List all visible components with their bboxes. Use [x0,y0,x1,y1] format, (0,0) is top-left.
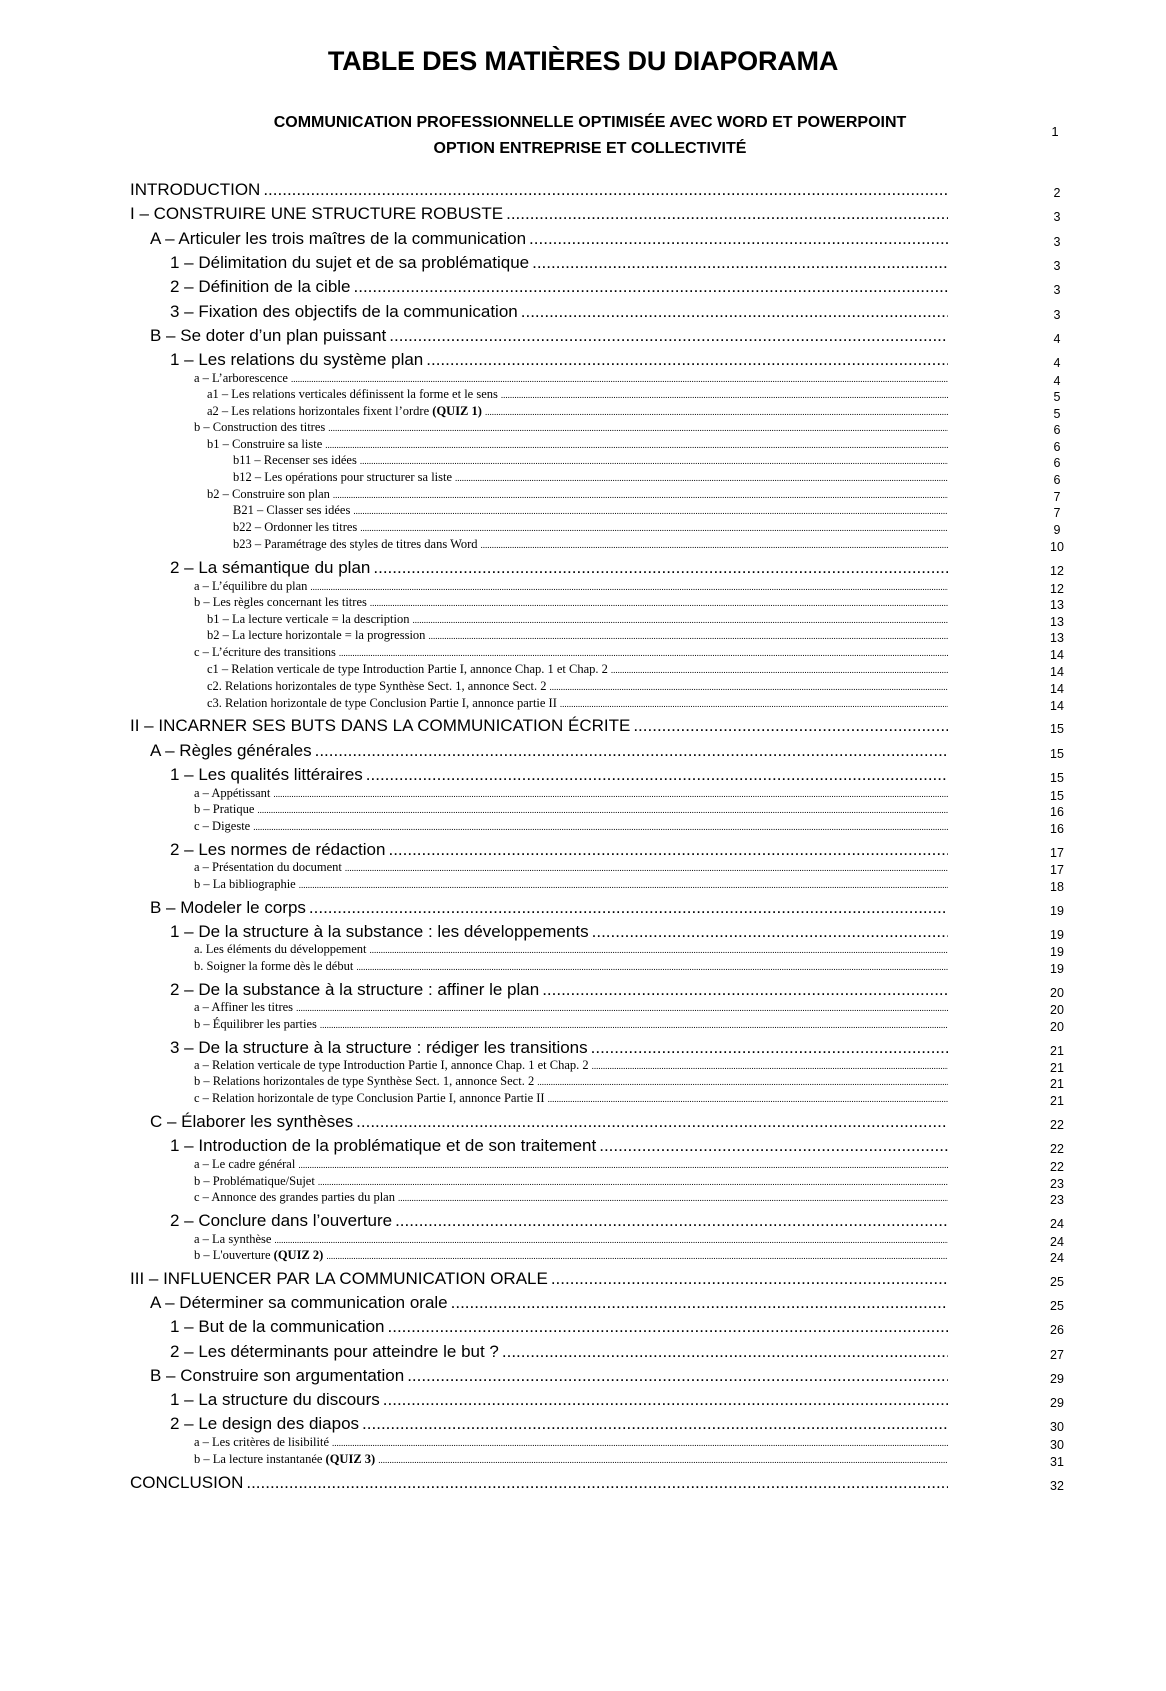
toc-page-number: 14 [1050,682,1064,696]
toc-entry[interactable] [170,1414,948,1434]
toc-entry[interactable] [150,1293,948,1313]
dot-leader [326,1251,948,1261]
toc-entry[interactable] [194,860,948,875]
toc-entry-title: b11 – Recenser ses idées [233,453,357,467]
toc-entry-title: b – La bibliographie [194,877,296,891]
dot-leader [370,598,948,608]
toc-entry[interactable] [130,180,948,200]
toc-entry[interactable] [194,1000,948,1015]
document-subtitle-line-1: COMMUNICATION PROFESSIONNELLE OPTIMISÉE AVEC WORD ET POWERPOINT [273,114,907,131]
dot-leader [360,456,948,466]
toc-entry-title: 2 – Le design des diapos [170,1414,360,1433]
toc-entry[interactable] [194,1190,948,1205]
toc-page-number: 9 [1053,523,1061,537]
toc-entry[interactable] [207,404,948,419]
toc-entry-title: 1 – But de la communication [170,1317,385,1336]
dot-leader [550,682,949,692]
toc-entry-title: c1 – Relation verticale de type Introduction Partie I, annonce Chap. 1 et Chap. 2 [207,662,608,676]
toc-page-number: 7 [1053,490,1061,504]
dot-leader [378,1455,948,1465]
toc-page-number: 21 [1050,1077,1064,1091]
toc-page-number: 16 [1050,805,1064,819]
toc-entry-title: 2 – Les déterminants pour atteindre le but ? [170,1342,499,1361]
toc-page-number: 21 [1050,1044,1064,1058]
toc-page-number: 19 [1050,928,1064,942]
toc-entry[interactable] [194,819,948,834]
toc-page-number: 30 [1050,1438,1064,1452]
toc-page-number: 2 [1053,186,1061,200]
dot-leader [360,523,948,533]
document-subtitle-line-2: OPTION ENTREPRISE ET COLLECTIVITÉ [433,140,747,157]
toc-entry[interactable] [194,1074,948,1089]
dot-leader [633,716,948,736]
toc-entry-title: a – Le cadre général [194,1157,296,1171]
toc-page-number: 3 [1053,308,1061,322]
dot-leader [315,741,948,761]
toc-entry-title: 2 – Les normes de rédaction [170,840,386,859]
toc-entry-title: b – Problématique/Sujet [194,1174,315,1188]
toc-entry[interactable] [194,579,948,594]
toc-entry-title: 3 – De la structure à la structure : rédiger les transitions [170,1038,588,1057]
toc-entry-title: b – La lecture instantanée (QUIZ 3) [194,1452,376,1466]
toc-entry[interactable] [233,537,948,552]
toc-page-number: 6 [1053,423,1061,437]
dot-leader [592,1061,948,1071]
dot-leader [455,473,948,483]
toc-entry-title: a – Présentation du document [194,860,342,874]
toc-entry[interactable] [194,1232,948,1247]
toc-entry-title: b22 – Ordonner les titres [233,520,358,534]
dot-leader [481,540,948,550]
toc-entry[interactable] [170,1211,948,1231]
dot-leader [309,898,948,918]
toc-entry-title: B – Se doter d’un plan puissant [150,326,387,345]
toc-page-number: 14 [1050,648,1064,662]
toc-page-number: 30 [1050,1420,1064,1434]
dot-leader [611,665,948,675]
dot-leader [388,1317,948,1337]
toc-entry-title: 2 – De la substance à la structure : affiner le plan [170,980,540,999]
toc-entry-title: 1 – De la structure à la substance : les développements [170,922,589,941]
toc-entry[interactable] [150,741,948,761]
dot-leader [521,302,948,322]
toc-page-number: 20 [1050,1020,1064,1034]
toc-page-number: 3 [1053,283,1061,297]
toc-entry[interactable] [207,612,948,627]
dot-leader [383,1390,948,1410]
dot-leader [362,1414,948,1434]
dot-leader [353,506,948,516]
toc-entry[interactable] [170,1038,948,1058]
dot-leader [273,789,948,799]
toc-entry[interactable] [150,229,948,249]
toc-entry-title: c – Annonce des grandes parties du plan [194,1190,395,1204]
toc-page-number: 16 [1050,822,1064,836]
toc-entry[interactable] [150,1112,948,1132]
toc-entry-title: c – Relation horizontale de type Conclusion Partie I, annonce Partie II [194,1091,545,1105]
toc-page-number: 32 [1050,1479,1064,1493]
toc-entry[interactable] [194,1248,948,1263]
dot-leader [428,631,948,641]
toc-entry-title: b – Relations horizontales de type Synthèse Sect. 1, annonce Sect. 2 [194,1074,535,1088]
dot-leader [537,1077,948,1087]
quiz-marker: (QUIZ 1) [429,404,482,418]
dot-leader [542,980,948,1000]
dot-leader [485,407,948,417]
toc-entry-title: c – L’écriture des transitions [194,645,336,659]
toc-entry-title: a – La synthèse [194,1232,272,1246]
toc-entry-title: b12 – Les opérations pour structurer sa liste [233,470,453,484]
toc-entry[interactable] [194,959,948,974]
toc-entry-title: B – Modeler le corps [150,898,306,917]
toc-page-number: 12 [1050,582,1064,596]
toc-entry-title: B – Construire son argumentation [150,1366,405,1385]
dot-leader [339,648,948,658]
toc-entry[interactable] [170,922,948,942]
toc-entry[interactable] [194,595,948,610]
toc-page-number: 20 [1050,1003,1064,1017]
dot-leader [370,945,948,955]
toc-entry[interactable] [233,520,948,535]
toc-entry[interactable] [194,942,948,957]
toc-page-number: 3 [1053,210,1061,224]
toc-entry-title: 2 – Conclure dans l’ouverture [170,1211,393,1230]
toc-page-number: 10 [1050,540,1064,554]
toc-page-number: 18 [1050,880,1064,894]
toc-entry-title: I – CONSTRUIRE UNE STRUCTURE ROBUSTE [130,204,504,223]
toc-page-number: 19 [1050,962,1064,976]
toc-entry[interactable] [194,802,948,817]
dot-leader [501,390,948,400]
toc-page-number: 4 [1053,374,1061,388]
toc-entry[interactable] [170,253,948,273]
toc-entry[interactable] [170,1317,948,1337]
toc-entry[interactable] [170,1390,948,1410]
dot-leader [373,558,948,578]
toc-entry-title: 1 – Les qualités littéraires [170,765,363,784]
dot-leader [320,1020,948,1030]
toc-entry[interactable] [207,628,948,643]
toc-page-number: 21 [1050,1094,1064,1108]
dot-leader [246,1473,948,1493]
toc-entry[interactable] [150,326,948,346]
toc-entry-title: 2 – Définition de la cible [170,277,351,296]
toc-entry-title: a – L’arborescence [194,371,288,385]
toc-page-number: 21 [1050,1061,1064,1075]
dot-leader [426,350,948,370]
toc-page-number: 20 [1050,986,1064,1000]
toc-entry[interactable] [194,877,948,892]
toc-entry[interactable] [130,1473,948,1493]
quiz-marker: (QUIZ 2) [273,1248,324,1262]
toc-page-number: 6 [1053,473,1061,487]
dot-leader [551,1269,948,1289]
toc-page-number: 14 [1050,665,1064,679]
toc-entry[interactable] [170,350,948,370]
toc-entry-title: b2 – Construire son plan [207,487,330,501]
toc-entry-title: 1 – Les relations du système plan [170,350,424,369]
toc-entry-title: 1 – Introduction de la problématique et de son traitement [170,1136,597,1155]
toc-entry-title: CONCLUSION [130,1473,244,1492]
dot-leader [356,1112,948,1132]
toc-page-number: 29 [1050,1372,1064,1386]
toc-page-number: 3 [1053,259,1061,273]
toc-entry[interactable] [233,453,948,468]
toc-entry[interactable] [194,1091,948,1106]
dot-leader [529,229,948,249]
toc-entry-title: 1 – Délimitation du sujet et de sa problématique [170,253,530,272]
toc-entry-title: A – Règles générales [150,741,312,760]
dot-leader [354,277,948,297]
dot-leader [296,1003,948,1013]
toc-entry[interactable] [194,371,948,386]
toc-page-number: 5 [1053,407,1061,421]
dot-leader [591,1038,948,1058]
toc-entry[interactable] [150,898,948,918]
dot-leader [395,1211,948,1231]
toc-entry-title: A – Déterminer sa communication orale [150,1293,448,1312]
toc-entry[interactable] [130,204,948,224]
dot-leader [532,253,948,273]
toc-entry[interactable] [233,503,948,518]
dot-leader [412,615,948,625]
toc-page-number: 22 [1050,1142,1064,1156]
toc-entry[interactable] [207,487,948,502]
toc-entry-title: c – Digeste [194,819,251,833]
toc-page-number: 6 [1053,456,1061,470]
toc-entry[interactable] [170,558,948,578]
toc-page-number: 23 [1050,1177,1064,1191]
toc-entry-title: b – Pratique [194,802,255,816]
toc-entry-title: a – Relation verticale de type Introduction Partie I, annonce Chap. 1 et Chap. 2 [194,1058,589,1072]
toc-entry[interactable] [207,387,948,402]
toc-entry-title: b1 – Construire sa liste [207,437,323,451]
toc-entry[interactable] [194,1452,948,1467]
toc-entry-title: a – Les critères de lisibilité [194,1435,330,1449]
toc-page-number: 25 [1050,1275,1064,1289]
toc-entry[interactable] [150,1366,948,1386]
dot-leader [388,840,948,860]
toc-entry-title: 3 – Fixation des objectifs de la communication [170,302,518,321]
toc-page-number: 31 [1050,1455,1064,1469]
toc-entry[interactable] [207,696,948,711]
toc-page-number: 23 [1050,1193,1064,1207]
toc-page-number: 19 [1050,904,1064,918]
dot-leader [506,204,948,224]
toc-entry[interactable] [194,786,948,801]
toc-entry-title: b1 – La lecture verticale = la description [207,612,410,626]
toc-entry[interactable] [170,302,948,322]
dot-leader [263,180,948,200]
dot-leader [451,1293,948,1313]
toc-entry-title: c2. Relations horizontales de type Synthèse Sect. 1, annonce Sect. 2 [207,679,547,693]
toc-page-number: 27 [1050,1348,1064,1362]
toc-entry-title: b. Soigner la forme dès le début [194,959,354,973]
toc-entry[interactable] [194,1017,948,1032]
toc-page-number: 15 [1050,771,1064,785]
toc-entry[interactable] [170,1342,948,1362]
dot-leader [560,699,948,709]
toc-entry-title: INTRODUCTION [130,180,261,199]
toc-entry[interactable] [170,277,948,297]
toc-page-number: 13 [1050,598,1064,612]
toc-entry-title: a1 – Les relations verticales définissent la forme et le sens [207,387,498,401]
toc-entry-title: a – L’équilibre du plan [194,579,308,593]
toc-entry[interactable] [194,1435,948,1450]
toc-page-number: 24 [1050,1251,1064,1265]
toc-entry[interactable] [194,1174,948,1189]
toc-entry[interactable] [194,645,948,660]
toc-entry[interactable] [170,980,948,1000]
toc-entry-title: b – Construction des titres [194,420,326,434]
toc-entry[interactable] [194,1157,948,1172]
dot-leader [274,1235,948,1245]
toc-entry[interactable] [207,679,948,694]
toc-page-number: 25 [1050,1299,1064,1313]
document-title: TABLE DES MATIÈRES DU DIAPORAMA [327,46,839,76]
dot-leader [398,1193,948,1203]
dot-leader [345,863,948,873]
dot-leader [366,765,948,785]
toc-entry[interactable] [170,840,948,860]
toc-page-number: 4 [1053,356,1061,370]
dot-leader [257,805,948,815]
toc-entry-title: a. Les éléments du développement [194,942,367,956]
toc-entry-title: b – Les règles concernant les titres [194,595,367,609]
toc-entry[interactable] [194,1058,948,1073]
toc-entry-title: B21 – Classer ses idées [233,503,351,517]
dot-leader [333,490,948,500]
dot-leader [253,822,948,832]
dot-leader [310,582,948,592]
toc-page-number: 19 [1050,945,1064,959]
toc-entry-title: III – INFLUENCER PAR LA COMMUNICATION ORALE [130,1269,548,1288]
toc-entry[interactable] [207,662,948,677]
subtitle-page-number: 1 [1051,124,1059,139]
toc-page-number: 4 [1053,332,1061,346]
toc-entry-title: b – Équilibrer les parties [194,1017,317,1031]
toc-page-number: 15 [1050,747,1064,761]
toc-entry-title: A – Articuler les trois maîtres de la communication [150,229,527,248]
toc-entry[interactable] [233,470,948,485]
toc-page-number: 24 [1050,1235,1064,1249]
toc-entry-title: a – Affiner les titres [194,1000,294,1014]
toc-entry[interactable] [130,716,948,736]
toc-page-number: 12 [1050,564,1064,578]
toc-entry-title: b2 – La lecture horizontale = la progression [207,628,426,642]
dot-leader [407,1366,948,1386]
toc-entry[interactable] [130,1269,948,1289]
toc-entry[interactable] [207,437,948,452]
toc-entry-title: 1 – La structure du discours [170,1390,380,1409]
toc-entry-title: C – Élaborer les synthèses [150,1112,354,1131]
dot-leader [291,374,948,384]
toc-page-number: 15 [1050,789,1064,803]
dot-leader [599,1136,948,1156]
dot-leader [356,962,948,972]
dot-leader [548,1094,948,1104]
dot-leader [502,1342,948,1362]
toc-page-number: 22 [1050,1160,1064,1174]
toc-page-number: 29 [1050,1396,1064,1410]
dot-leader [592,922,948,942]
toc-page-number: 3 [1053,235,1061,249]
toc-entry-title: II – INCARNER SES BUTS DANS LA COMMUNICATION ÉCRITE [130,716,631,735]
toc-entry[interactable] [194,420,948,435]
toc-entry-title: c3. Relation horizontale de type Conclusion Partie I, annonce partie II [207,696,557,710]
toc-entry-title: a2 – Les relations horizontales fixent l’ordre (QUIZ 1) [207,404,482,418]
toc-page-number: 14 [1050,699,1064,713]
toc-page-number: 17 [1050,863,1064,877]
dot-leader [318,1177,948,1187]
quiz-marker: (QUIZ 3) [322,1452,376,1466]
toc-entry[interactable] [170,765,948,785]
toc-page-number: 5 [1053,390,1061,404]
toc-page-number: 17 [1050,846,1064,860]
toc-entry-title: 2 – La sémantique du plan [170,558,371,577]
toc-page-number: 6 [1053,440,1061,454]
toc-page-number: 13 [1050,615,1064,629]
toc-page-number: 15 [1050,722,1064,736]
dot-leader [332,1438,948,1448]
toc-entry-title: b – L'ouverture (QUIZ 2) [194,1248,324,1262]
dot-leader [298,1160,948,1170]
dot-leader [299,880,948,890]
toc-page-number: 24 [1050,1217,1064,1231]
toc-entry-title: b23 – Paramétrage des styles de titres dans Word [233,537,478,551]
toc-page-number: 26 [1050,1323,1064,1337]
dot-leader [328,423,948,433]
toc-entry-title: a – Appétissant [194,786,271,800]
toc-page-number: 22 [1050,1118,1064,1132]
toc-page-number: 7 [1053,506,1061,520]
dot-leader [389,326,948,346]
dot-leader [325,440,948,450]
toc-page-number: 13 [1050,631,1064,645]
toc-entry[interactable] [170,1136,948,1156]
